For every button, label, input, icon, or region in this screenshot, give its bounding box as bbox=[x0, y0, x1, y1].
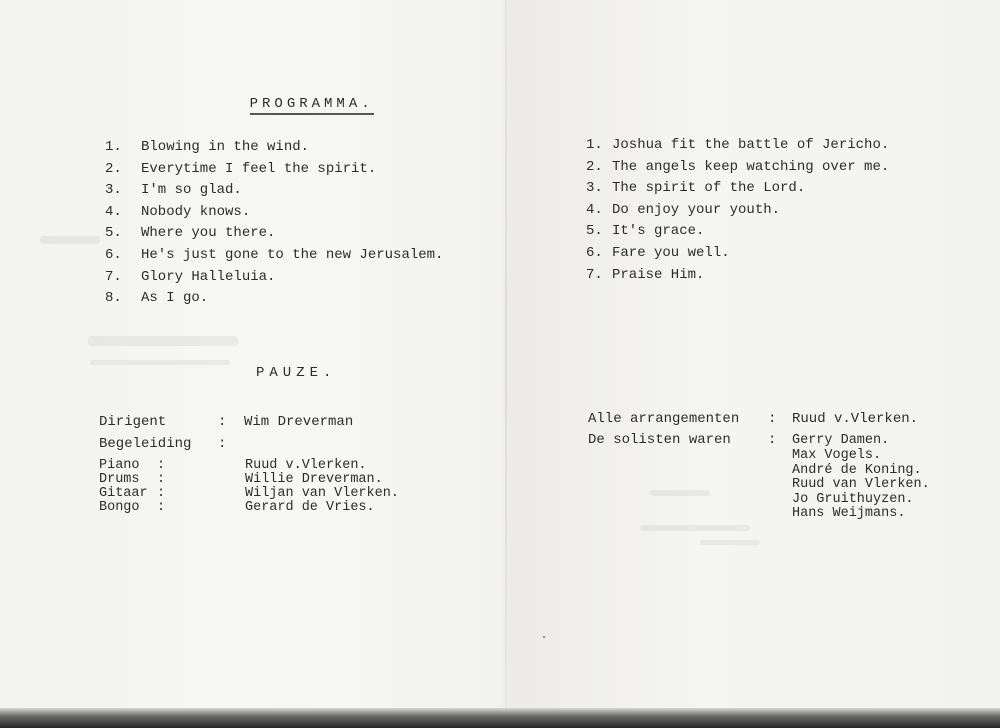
conductor-colon: : bbox=[218, 414, 227, 430]
song-number: 1. bbox=[105, 139, 122, 155]
bleed-through-mark bbox=[40, 236, 100, 244]
list-item bbox=[586, 159, 916, 181]
bleed-through-mark bbox=[90, 360, 230, 365]
list-item bbox=[586, 267, 916, 289]
list-item bbox=[105, 269, 465, 291]
song-number: 5. bbox=[586, 223, 603, 240]
arrangements-label: Alle arrangementen bbox=[588, 411, 740, 427]
song-number: 3. bbox=[586, 180, 603, 197]
list-item bbox=[586, 180, 916, 202]
song-number: 7. bbox=[586, 266, 603, 283]
song-number: 2. bbox=[586, 158, 603, 175]
bleed-through-mark bbox=[88, 336, 238, 346]
accompaniment-label: Begeleiding bbox=[99, 436, 192, 452]
song-title: He's just gone to the new Jerusalem. bbox=[141, 246, 444, 263]
soloist-name: André de Koning. bbox=[792, 463, 922, 478]
instrument-colon: : bbox=[157, 458, 166, 473]
song-title: Where you there. bbox=[141, 225, 276, 242]
list-item bbox=[105, 182, 465, 204]
song-number: 4. bbox=[105, 203, 122, 220]
instrument-colon: : bbox=[157, 500, 166, 515]
song-title: As I go. bbox=[141, 290, 209, 307]
list-item bbox=[586, 202, 916, 224]
song-number: 6. bbox=[586, 244, 603, 261]
song-title: Joshua fit the battle of Jericho. bbox=[612, 137, 890, 153]
scanner-edge bbox=[0, 708, 1000, 728]
song-title: Nobody knows. bbox=[141, 203, 251, 220]
song-title: It's grace. bbox=[612, 223, 705, 240]
list-item bbox=[105, 247, 465, 269]
song-number: 5. bbox=[105, 225, 122, 242]
song-number: 4. bbox=[586, 201, 603, 218]
instrument-colon: : bbox=[157, 486, 166, 501]
soloist-name: Max Vogels. bbox=[792, 448, 882, 463]
list-item bbox=[105, 139, 465, 161]
musician-name: Wiljan van Vlerken. bbox=[245, 486, 399, 501]
song-title: The angels keep watching over me. bbox=[612, 158, 890, 175]
musician-name: Ruud v.Vlerken. bbox=[245, 458, 367, 473]
list-item bbox=[586, 245, 916, 267]
page-title-text: PROGRAMMA. bbox=[250, 96, 374, 115]
song-title: Do enjoy your youth. bbox=[612, 201, 781, 218]
song-number: 6. bbox=[105, 246, 122, 263]
song-number: 7. bbox=[105, 268, 122, 285]
song-title: Blowing in the wind. bbox=[141, 139, 310, 155]
instrument-label: Gitaar bbox=[99, 486, 148, 501]
song-title: I'm so glad. bbox=[141, 182, 242, 199]
list-item bbox=[105, 204, 465, 226]
soloist-name: Hans Weijmans. bbox=[792, 506, 906, 521]
song-title: Praise Him. bbox=[612, 266, 705, 283]
song-number: 8. bbox=[105, 290, 122, 307]
bleed-through-mark bbox=[640, 525, 750, 531]
song-number: 1. bbox=[586, 137, 603, 153]
musician-name: Willie Dreverman. bbox=[245, 472, 383, 487]
song-number: 3. bbox=[105, 182, 122, 199]
soloist-name: Gerry Damen. bbox=[792, 433, 890, 448]
conductor-name: Wim Dreverman bbox=[244, 414, 354, 430]
arranger-name: Ruud v.Vlerken. bbox=[792, 411, 919, 427]
soloist-name: Ruud van Vlerken. bbox=[792, 477, 930, 492]
accompaniment-colon: : bbox=[218, 436, 227, 452]
instrument-label: Drums bbox=[99, 472, 140, 487]
list-item bbox=[105, 225, 465, 247]
song-list-part-one bbox=[105, 139, 465, 312]
song-list-part-two bbox=[586, 137, 916, 288]
song-title: Everytime I feel the spirit. bbox=[141, 160, 377, 177]
page-fold bbox=[505, 0, 507, 708]
instrument-label: Bongo bbox=[99, 500, 140, 515]
bleed-through-mark bbox=[700, 540, 760, 545]
pause-heading: PAUZE. bbox=[256, 365, 337, 381]
soloists-colon: : bbox=[768, 432, 777, 448]
instrument-label: Piano bbox=[99, 458, 140, 473]
musician-name: Gerard de Vries. bbox=[245, 500, 375, 515]
song-title: The spirit of the Lord. bbox=[612, 180, 806, 197]
list-item bbox=[586, 223, 916, 245]
speck bbox=[543, 636, 545, 638]
page-title bbox=[200, 80, 374, 128]
arrangements-colon: : bbox=[768, 411, 777, 427]
list-item bbox=[105, 290, 465, 312]
bleed-through-mark bbox=[650, 490, 710, 496]
conductor-label: Dirigent bbox=[99, 414, 167, 430]
song-number: 2. bbox=[105, 160, 122, 177]
instrument-colon: : bbox=[157, 472, 166, 487]
list-item bbox=[105, 161, 465, 183]
soloists-label: De solisten waren bbox=[588, 432, 731, 448]
song-title: Glory Halleluia. bbox=[141, 268, 276, 285]
song-title: Fare you well. bbox=[612, 244, 730, 261]
soloist-name: Jo Gruithuyzen. bbox=[792, 492, 914, 507]
list-item bbox=[586, 137, 916, 159]
